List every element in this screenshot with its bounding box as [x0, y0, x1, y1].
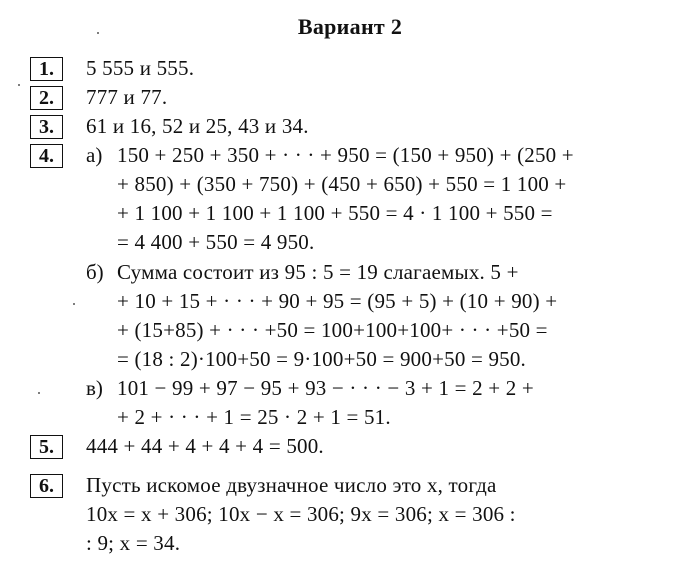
equation-line: + (15+85) + · · · +50 = 100+100+100+ · · · +50 = — [117, 318, 548, 342]
task-answer-line: 10x = x + 306; 10x − x = 306; 9x = 306; x = 306 : — [86, 502, 516, 526]
scan-speck — [73, 303, 75, 305]
task-number-box: 3. — [30, 115, 63, 139]
equation-line: = (18 : 2)·100+50 = 9·100+50 = 900+50 = 950. — [117, 347, 527, 371]
task-number-box: 4. — [30, 144, 63, 168]
task-answer-line: 5 555 и 555. — [86, 56, 195, 80]
equation-line: + 2 + · · · + 1 = 25 · 2 + 1 = 51. — [117, 405, 391, 429]
equation-line: Сумма состоит из 95 : 5 = 19 слагаемых. 5 + — [117, 260, 519, 284]
equation-line: + 1 100 + 1 100 + 1 100 + 550 = 4 · 1 100 + 550 = — [117, 201, 553, 225]
task-number-box: 1. — [30, 57, 63, 81]
task-answer-line: : 9; x = 34. — [86, 531, 181, 555]
task-answer-line: Пусть искомое двузначное число это x, тогда — [86, 473, 497, 497]
task-number-box: 5. — [30, 435, 63, 459]
equation-line: = 4 400 + 550 = 4 950. — [117, 230, 315, 254]
task-number-box: 6. — [30, 474, 63, 498]
part-label: б) — [86, 260, 104, 284]
equation-line: 150 + 250 + 350 + · · · + 950 = (150 + 950) + (250 + — [117, 143, 574, 167]
task-answer-line: 444 + 44 + 4 + 4 + 4 = 500. — [86, 434, 324, 458]
equation-line: + 10 + 15 + · · · + 90 + 95 = (95 + 5) + (10 + 90) + — [117, 289, 558, 313]
equation-line: + 850) + (350 + 750) + (450 + 650) + 550 = 1 100 + — [117, 172, 567, 196]
task-number-box: 2. — [30, 86, 63, 110]
task-answer-line: 777 и 77. — [86, 85, 168, 109]
scan-speck — [18, 84, 20, 86]
scan-speck — [38, 392, 40, 394]
equation-line: 101 − 99 + 97 − 95 + 93 − · · · − 3 + 1 = 2 + 2 + — [117, 376, 534, 400]
part-label: а) — [86, 143, 103, 167]
part-label: в) — [86, 376, 103, 400]
scan-speck — [97, 32, 99, 34]
page-title: Вариант 2 — [297, 14, 403, 39]
task-answer-line: 61 и 16, 52 и 25, 43 и 34. — [86, 114, 309, 138]
